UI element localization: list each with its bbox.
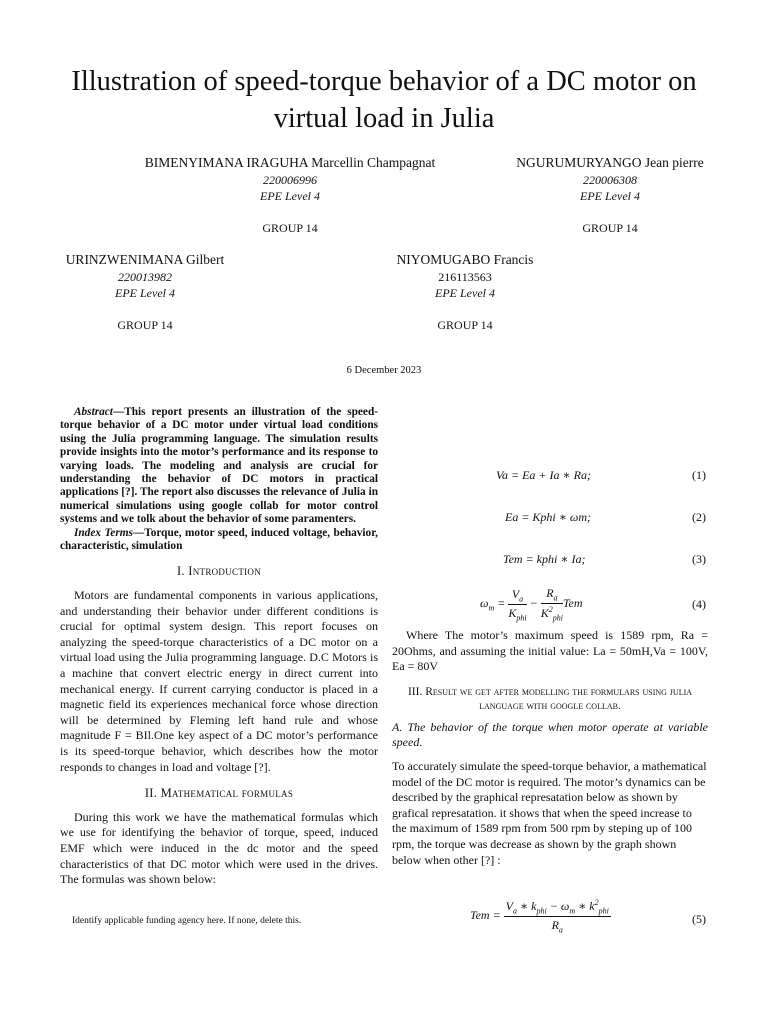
author-group: GROUP 14: [262, 220, 318, 235]
section-heading: II. Mathematical formulas: [144, 786, 294, 801]
author-name: URINZWENIMANA Gilbert: [65, 252, 225, 267]
author-level: EPE Level 4: [260, 189, 320, 203]
author-name: BIMENYIMANA IRAGUHA Marcellin Champagnat: [144, 155, 436, 170]
equation-2: Ea = Kphi ∗ ωm;: [505, 510, 592, 524]
author-id: 216113563: [438, 269, 492, 284]
author-id: 220006996: [263, 172, 317, 187]
author-group: GROUP 14: [117, 317, 173, 332]
author-block-3: [40, 252, 250, 333]
author-name: NGURUMURYANGO Jean pierre: [516, 155, 704, 170]
abstract-text: —This report presents an illustration of the speed-torque behavior of a DC motor under virtual load conditions using the Julia programming language. The simulation results provide insights into the motor’s performance and its response to varying loads. The modeling and analysis are crucial for understanding the behavior of DC motors in practical applications [?]. The report also discusses the relevance of Julia in numerical simulations using google collab for motor control systems and we tolk about the behavior of some paramenters.: [60, 406, 378, 526]
left-column: [60, 406, 378, 888]
abstract-label: Abstract: [74, 406, 113, 418]
section-text: To accurately simulate the speed-torque behavior, a mathematical model of the DC motor is required. The motor’s dynamics can be described by the graphical represatation below as shown by grafical represatation. it shows that when the speed increase to the maximum of 1589 rpm from 500 rpm by steping up of 100 rpm, the torque was decrease as shown by the graph shown below when other [?] :: [392, 758, 707, 867]
paper-title: Illustration of speed-torque behavior of a DC motor on virtual load in Julia: [71, 66, 697, 134]
author-id: 220006308: [583, 172, 637, 187]
author-block-1: [120, 155, 460, 236]
author-level: EPE Level 4: [580, 189, 640, 203]
author-group: GROUP 14: [582, 220, 638, 235]
right-column: [392, 628, 708, 868]
equation-3: Tem = kphi ∗ Ia;: [503, 552, 586, 566]
section-text: During this work we have the mathematical formulas which we use for identifying the behavior of torque, speed, induced EMF which were induced in the dc motor and the speed characteristics of that DC motor which were used in the drives. The formulas was shown below:: [60, 809, 378, 887]
subsection-heading: A. The behavior of the torque when motor operate at variable speed.: [392, 719, 708, 750]
author-level: EPE Level 4: [435, 286, 495, 300]
equation-number: (5): [692, 912, 706, 926]
equation-number: (1): [692, 468, 706, 482]
author-group: GROUP 14: [437, 317, 493, 332]
paper-date: 6 December 2023: [346, 365, 422, 376]
author-block-4: [370, 252, 560, 333]
author-block-2: [500, 155, 720, 236]
author-level: EPE Level 4: [115, 286, 175, 300]
author-id: 220013982: [118, 269, 172, 284]
equation-number: (4): [692, 597, 706, 611]
params-text: Where The motor’s maximum speed is 1589 rpm, Ra = 20Ohms, and assuming the initial value: La = 50mH,Va = 100V, Ea = 80V: [392, 628, 708, 674]
equation-5: Tem = $\frac{V_a ∗ k_{phi} - \omega_m ∗ k^2_{phi}}{R_a}$: [470, 898, 609, 935]
abstract: [60, 406, 378, 527]
section-heading: I. Introduction: [176, 564, 262, 579]
section-heading: III. Result we get after modelling the formulars using julia language with google collab.: [407, 685, 693, 713]
index-terms-label: Index Terms: [74, 526, 133, 539]
index-terms: [60, 527, 378, 554]
equation-1: Va = Ea + Ia ∗ Ra;: [496, 468, 592, 482]
equation-4: $\omega_m$ = $\frac{V_a}{K_{phi}}$ − $\frac{R_a}{K^2_{phi}}$ Tem: [480, 586, 583, 623]
equation-number: (3): [692, 552, 706, 566]
equation-number: (2): [692, 510, 706, 524]
index-terms-text: —Torque, motor speed, induced voltage, behavior, characteristic, simulation: [60, 526, 378, 553]
section-text: Motors are fundamental components in various applications, and understanding their behavior under different conditions is crucial for optimal system design. This report focuses on analyzing the speed-torque characteristics of a DC motor on a virtual load using the Julia programming language. D.C Motors is a machine that convert electric energy in direct current into mechanical energy. If current carrying conductor is placed in a magnetic field its experiences mechanical force whose direction will be determined by Fleming left hand rule and whose magnitude F = BIl.One key aspect of a DC motor’s performance is its speed-torque behavior, which describes how the motor responds to changes in load and voltage [?].: [60, 588, 378, 774]
footnote: Identify applicable funding agency here. If none, delete this.: [72, 916, 302, 926]
author-name: NIYOMUGABO Francis: [396, 252, 534, 267]
